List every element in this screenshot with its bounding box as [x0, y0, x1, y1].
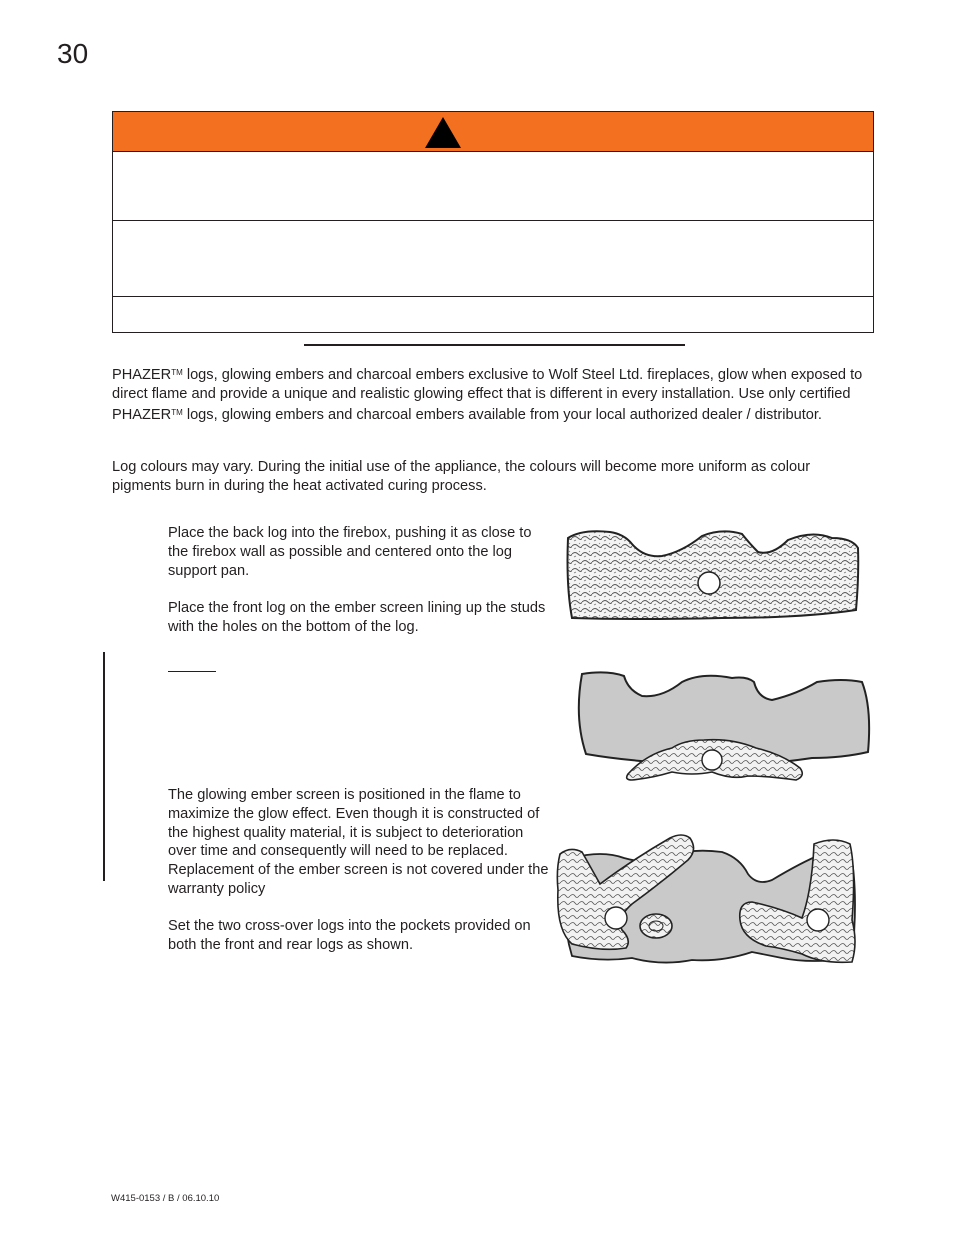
back-log-illustration — [562, 526, 862, 626]
warning-triangle-icon — [424, 116, 462, 149]
warning-row-2 — [113, 221, 873, 297]
step-ember-screen: The glowing ember screen is positioned in the flame to maximize the glow effect. Even though it is constructed of the highest quality material, it is subject to deterioration over time and consequently will need to be replaced. Replacement of the ember screen is not covered under the warranty policy — [168, 787, 549, 897]
intro-paragraph-colours: Log colours may vary. During the initial use of the appliance, the colours will become more uniform as colour pigments burn in during the heat activated curing process. — [112, 459, 811, 494]
step-back-log: Place the back log into the firebox, pushing it as close to the firebox wall as possible and centered onto the log support pan. — [168, 525, 532, 579]
step-front-log: Place the front log on the ember screen lining up the studs with the holes on the bottom of the log. — [168, 600, 546, 635]
step-cross-over-logs: Set the two cross-over logs into the pockets provided on both the front and rear logs as shown. — [168, 918, 531, 953]
intro-paragraph-phazer: PHAZER™ logs, glowing embers and charcoal embers exclusive to Wolf Steel Ltd. fireplaces, glow when exposed to direct flame and provide a unique and realistic glowing effect that is different in every installation. Use only certified PHAZER™ logs, glowing embers and charcoal embers available from your local authorized dealer / distributor. — [112, 367, 863, 423]
ember-screen-illustration — [572, 668, 874, 792]
warning-row-3 — [113, 297, 873, 334]
section-heading-rule — [304, 344, 685, 346]
note-underline — [168, 671, 216, 672]
warning-row-1 — [113, 152, 873, 221]
cross-over-logs-illustration — [552, 830, 866, 968]
warning-header — [113, 112, 873, 152]
page-number: 30 — [57, 38, 89, 69]
warning-box — [112, 111, 874, 333]
revision-change-bar — [103, 652, 105, 881]
document-code-footer: W415-0153 / B / 06.10.10 — [111, 1193, 220, 1204]
